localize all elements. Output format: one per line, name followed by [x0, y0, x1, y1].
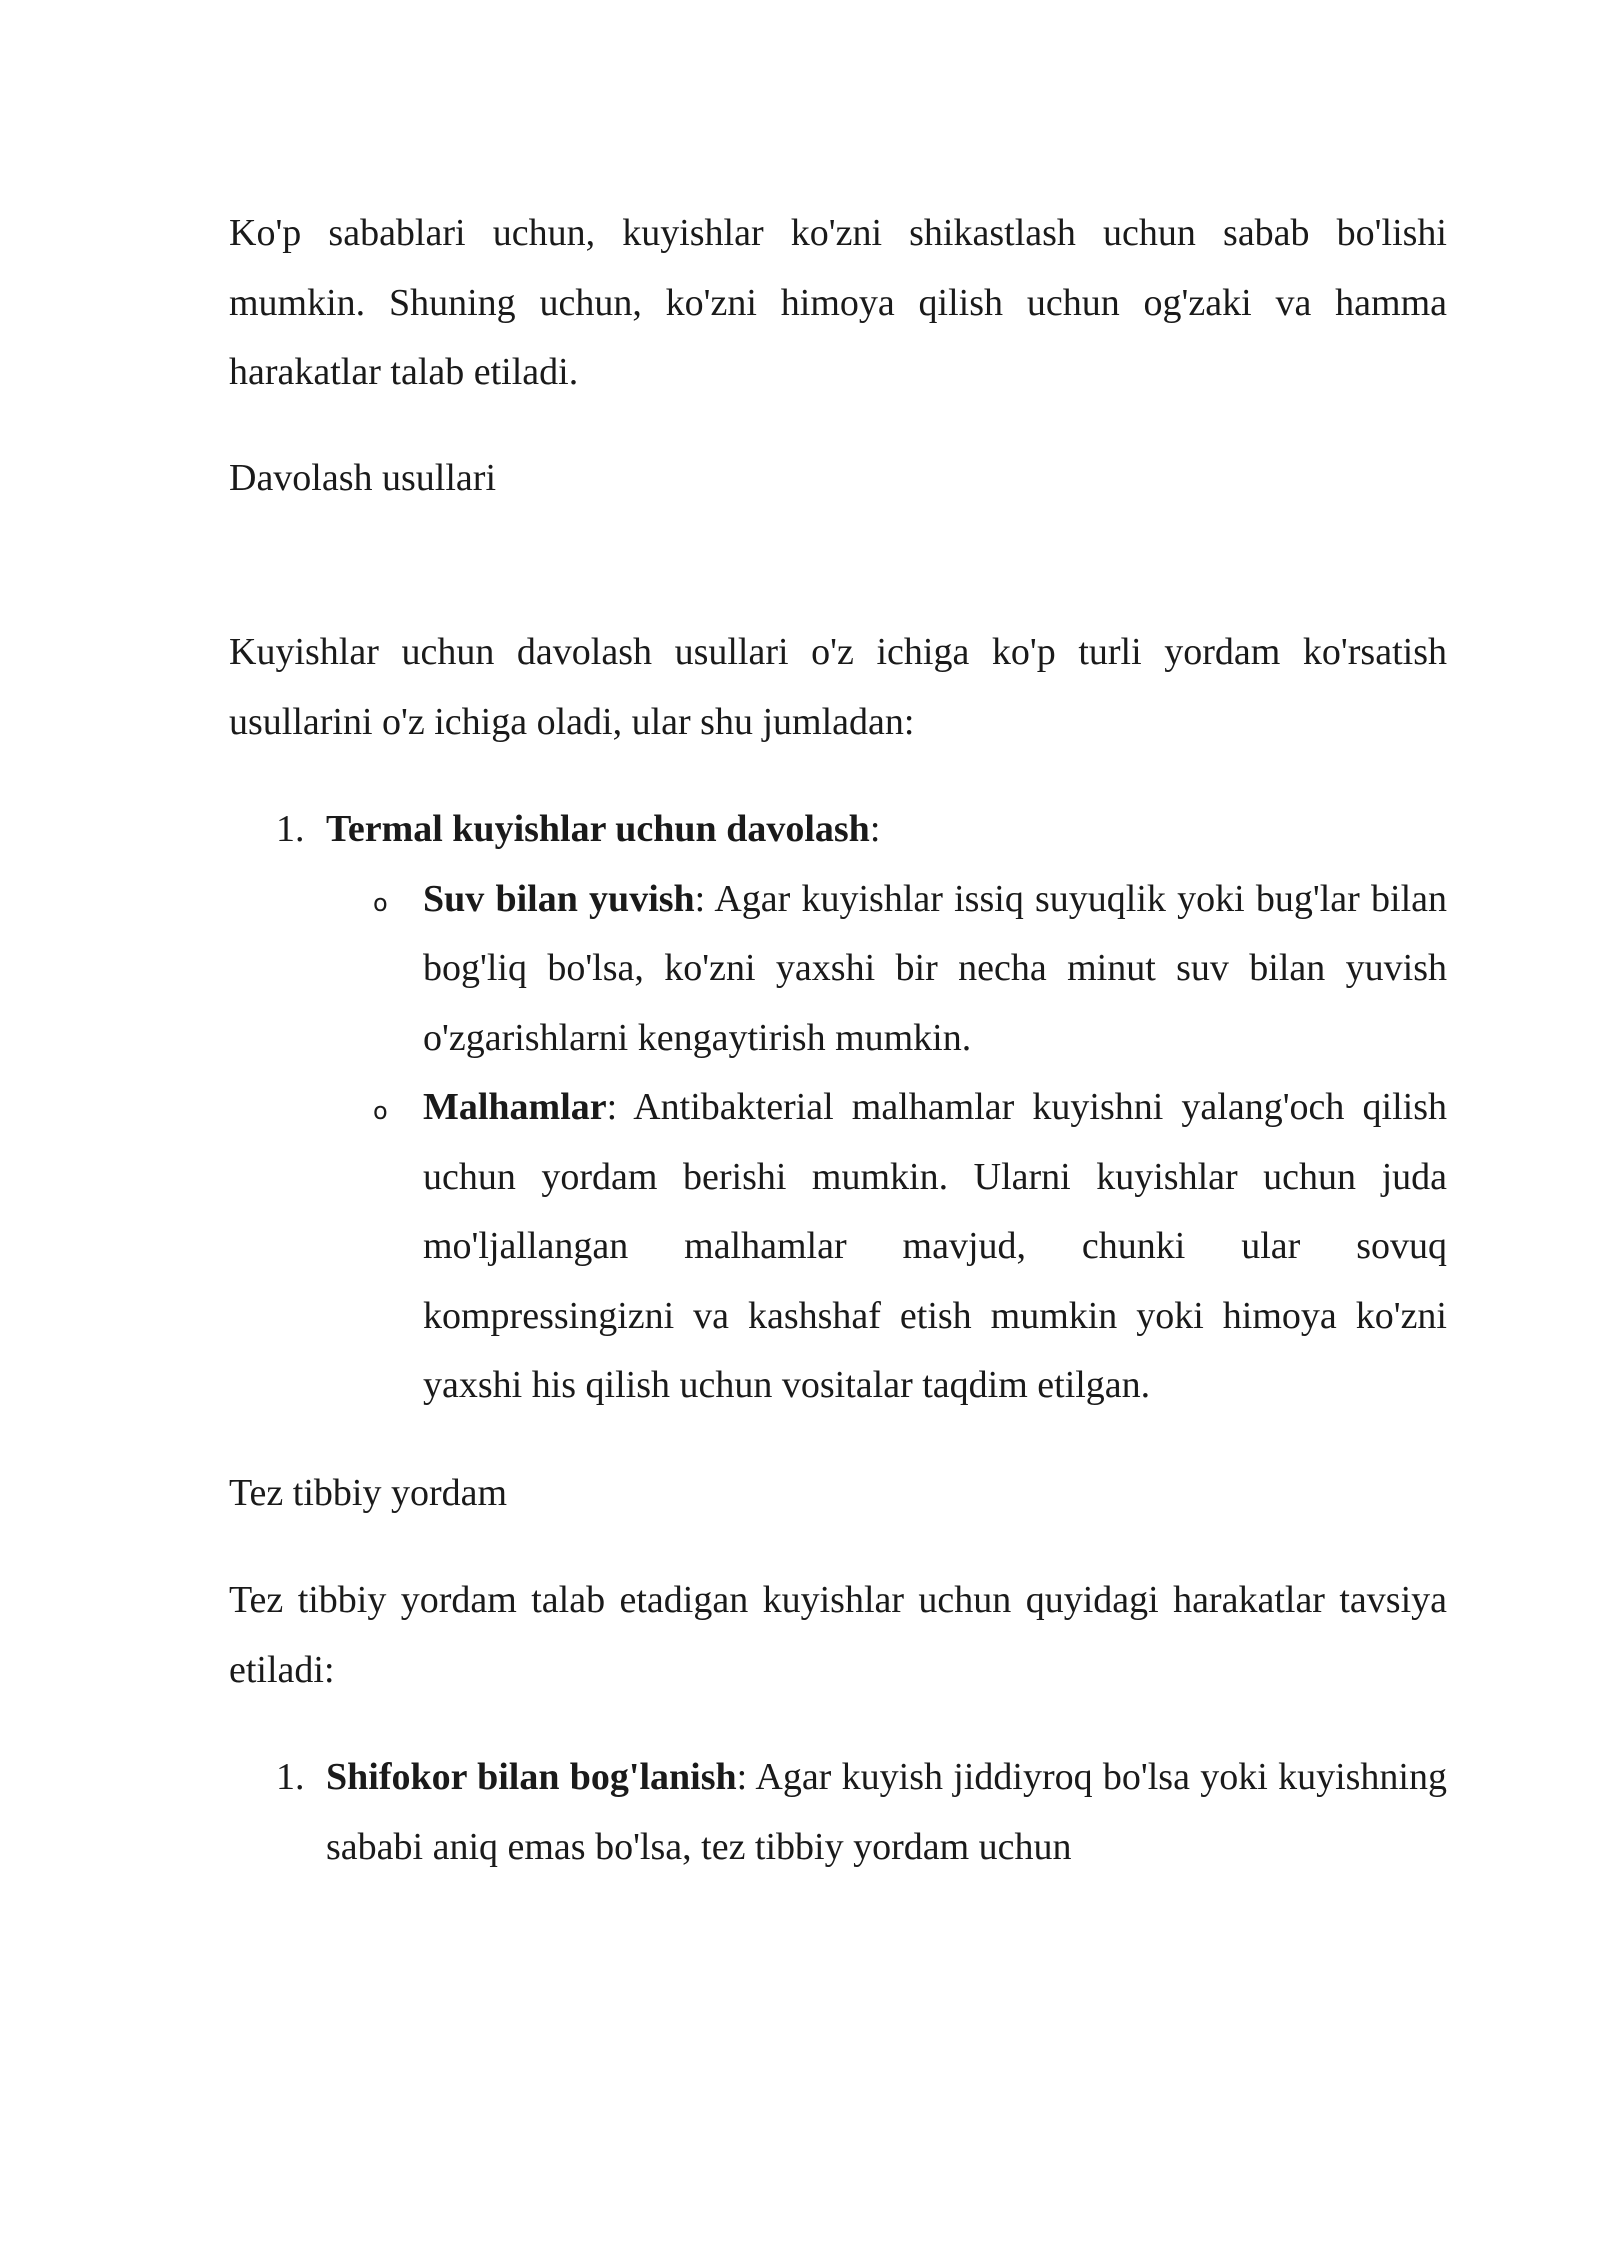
sublist-item-title: Malhamlar: [423, 1086, 607, 1128]
treatment-sublist: [326, 865, 1447, 1421]
sublist-item-text: : Antibakterial malhamlar kuyishni yalang'och qilish uchun yordam berishi mumkin. Ularni kuyishlar uchun juda mo'ljallangan malhamlar mavjud, chunki ular sovuq kompressingizni va kashshaf etish mumkin yoki himoya ko'zni yaxshi his qilish uchun vositalar taqdim etilgan.: [423, 1086, 1447, 1406]
list-item-suffix: :: [869, 808, 881, 850]
emergency-list: [229, 1743, 1447, 1882]
list-number: 1.: [276, 1756, 305, 1798]
treatment-lead-paragraph: Kuyishlar uchun davolash usullari o'z ichiga ko'p turli yordam ko'rsatish usullarini o'z ichiga oladi, ular shu jumladan:: [229, 631, 1447, 743]
circle-bullet-icon: o: [373, 888, 388, 917]
list-item-title: Termal kuyishlar uchun davolash: [326, 808, 870, 850]
section-heading-treatment-methods: Davolash usullari: [229, 456, 497, 499]
emergency-lead-paragraph: Tez tibbiy yordam talab etadigan kuyishlar uchun quyidagi harakatlar tavsiya etiladi:: [229, 1579, 1447, 1691]
intro-paragraph: Ko'p sabablari uchun, kuyishlar ko'zni shikastlash uchun sabab bo'lishi mumkin. Shuning uchun, ko'zni himoya qilish uchun og'zaki va hamma harakatlar talab etiladi.: [229, 212, 1447, 393]
sublist-item-text: : Agar kuyishlar issiq suyuqlik yoki bug'lar bilan bog'liq bo'lsa, ko'zni yaxshi bir necha minut suv bilan yuvish o'zgarishlarni kengaytirish mumkin.: [423, 877, 1447, 1059]
list-item: [229, 1743, 1447, 1882]
section-heading-emergency-care: Tez tibbiy yordam: [229, 1471, 508, 1514]
sublist-item: [326, 1073, 1447, 1421]
list-item-body: [326, 1743, 1447, 1882]
document-page: [229, 199, 1447, 1882]
list-item-title: Shifokor bilan bog'lanish: [326, 1756, 737, 1798]
list-item-body: [326, 795, 1447, 865]
circle-bullet-icon: o: [373, 1097, 388, 1125]
treatment-list: [229, 795, 1447, 1421]
list-number: 1.: [276, 808, 305, 850]
sublist-item-title: Suv bilan yuvish: [423, 877, 695, 920]
list-item: [229, 795, 1447, 1421]
sublist-item: [326, 865, 1447, 1074]
list-item-text: : Agar kuyish jiddiyroq bo'lsa yoki kuyishning sababi aniq emas bo'lsa, tez tibbiy yordam uchun: [326, 1756, 1447, 1868]
